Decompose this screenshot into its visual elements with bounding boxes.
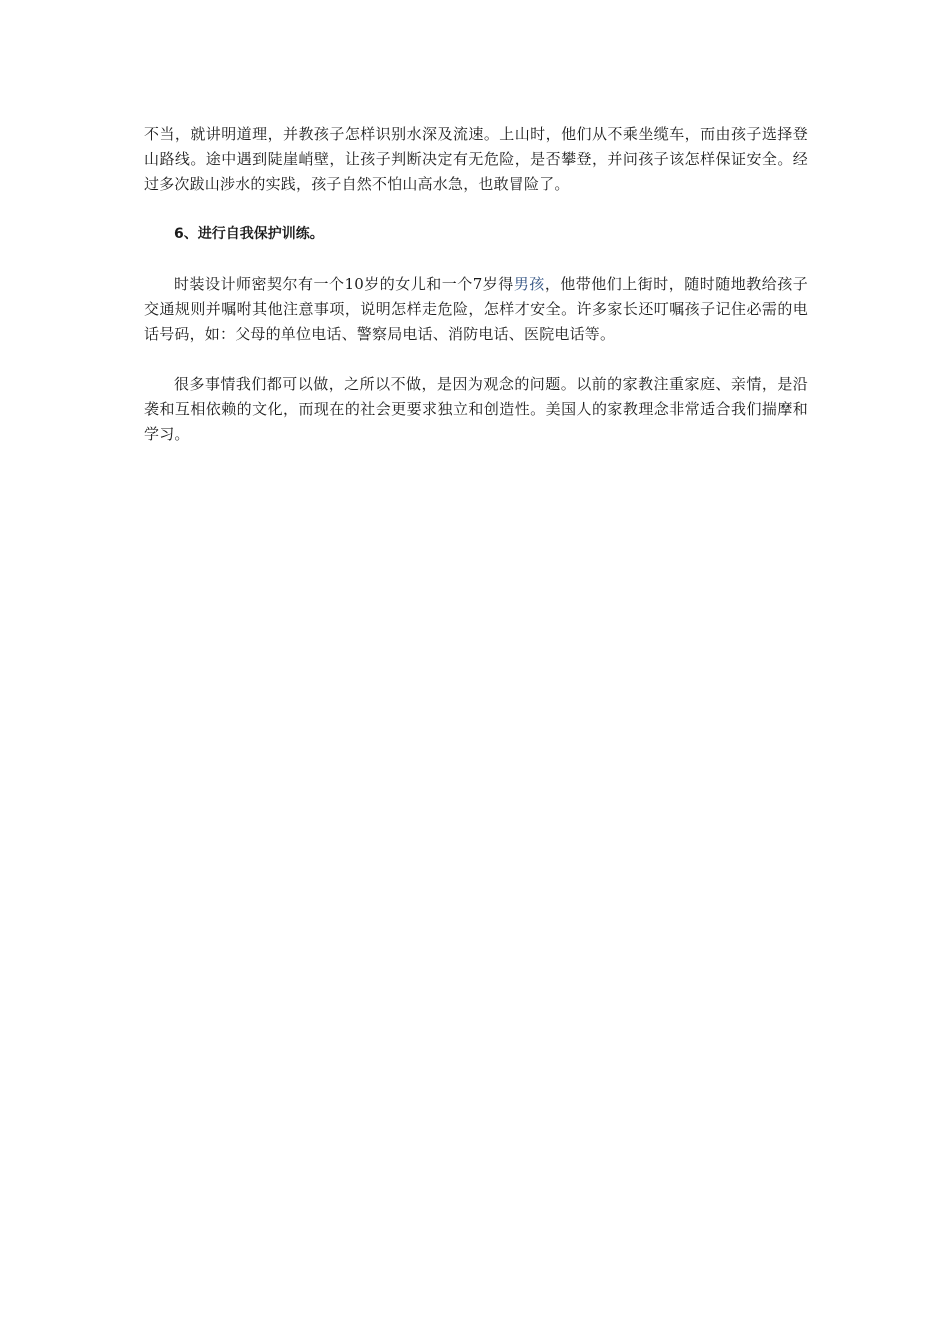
- paragraph-conclusion: 很多事情我们都可以做，之所以不做，是因为观念的问题。以前的家教注重家庭、亲情，是沿袭和互相依赖的文化，而现在的社会更要求独立和创造性。美国人的家教理念非常适合我们揣摩和学习。: [144, 375, 808, 443]
- boy-link[interactable]: 男孩: [513, 275, 545, 293]
- paragraph-mitchell-text-start: 时装设计师密契尔有一个10岁的女儿和一个7岁得: [174, 275, 514, 293]
- paragraph-mitchell-text-end: ，他带他们上街时，随时随地教给孩子交通规则并嘱咐其他注意事项，说明怎样走危险，怎样才安全。许多家长还叮嘱孩子记住必需的电话号码，如：父母的单位电话、警察局电话、消防电话、医院电话等。: [144, 275, 808, 343]
- document-page: [144, 122, 808, 447]
- paragraph-mitchell: [144, 272, 808, 347]
- section-heading-6: 6、进行自我保护训练。: [174, 226, 324, 242]
- paragraph-continuation: 不当，就讲明道理，并教孩子怎样识别水深及流速。上山时，他们从不乘坐缆车，而由孩子选择登山路线。途中遇到陡崖峭壁，让孩子判断决定有无危险，是否攀登，并问孩子该怎样保证安全。经过多次跋山涉水的实践，孩子自然不怕山高水急，也敢冒险了。: [144, 125, 808, 193]
